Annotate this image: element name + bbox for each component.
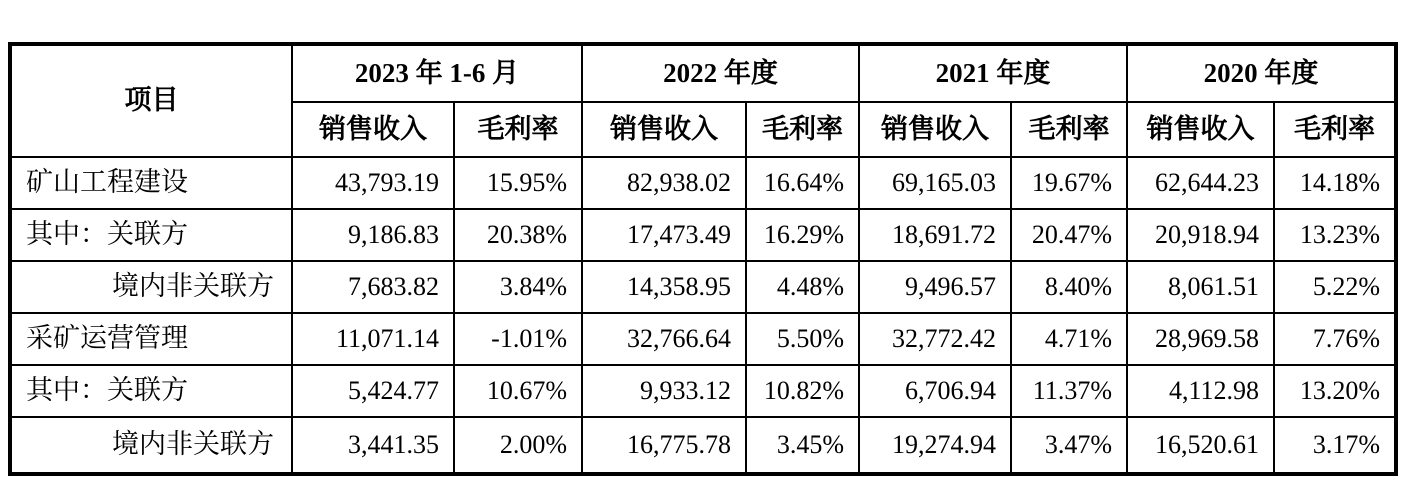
value-cell: 2.00% [454,417,582,474]
value-cell: 10.67% [454,365,582,417]
value-cell: 14.18% [1274,157,1396,209]
table-row [10,313,1396,365]
value-cell: 19.67% [1011,157,1127,209]
value-cell: 8.40% [1011,261,1127,313]
table-row [10,417,1396,474]
table-row [10,365,1396,417]
value-cell: 69,165.03 [859,157,1011,209]
value-cell: 3.45% [746,417,859,474]
value-cell: 16,775.78 [582,417,746,474]
header-margin-2021: 毛利率 [1011,102,1127,157]
value-cell: 14,358.95 [582,261,746,313]
value-cell: 28,969.58 [1127,313,1274,365]
value-cell: 10.82% [746,365,859,417]
row-label: 矿山工程建设 [10,157,292,209]
header-sales-2021: 销售收入 [859,102,1011,157]
header-sales-2023: 销售收入 [292,102,454,157]
value-cell: 3.17% [1274,417,1396,474]
value-cell: 16,520.61 [1127,417,1274,474]
value-cell: 43,793.19 [292,157,454,209]
header-period-2021: 2021 年度 [859,44,1127,102]
value-cell: 11.37% [1011,365,1127,417]
row-label: 境内非关联方 [10,261,292,313]
value-cell: 11,071.14 [292,313,454,365]
value-cell: 13.20% [1274,365,1396,417]
value-cell: 82,938.02 [582,157,746,209]
value-cell: 32,772.42 [859,313,1011,365]
value-cell: 7.76% [1274,313,1396,365]
value-cell: 4.48% [746,261,859,313]
value-cell: 9,933.12 [582,365,746,417]
value-cell: 6,706.94 [859,365,1011,417]
header-sales-2022: 销售收入 [582,102,746,157]
header-item: 项目 [10,44,292,157]
header-period-2022: 2022 年度 [582,44,859,102]
value-cell: 3.84% [454,261,582,313]
value-cell: 19,274.94 [859,417,1011,474]
value-cell: 32,766.64 [582,313,746,365]
header-row-periods [10,44,1396,102]
value-cell: 20.38% [454,209,582,261]
value-cell: 3.47% [1011,417,1127,474]
row-label: 其中：关联方 [10,365,292,417]
financial-table [8,42,1398,476]
value-cell: -1.01% [454,313,582,365]
header-margin-2022: 毛利率 [746,102,859,157]
value-cell: 13.23% [1274,209,1396,261]
row-label: 其中：关联方 [10,209,292,261]
value-cell: 16.29% [746,209,859,261]
value-cell: 20,918.94 [1127,209,1274,261]
value-cell: 4,112.98 [1127,365,1274,417]
value-cell: 3,441.35 [292,417,454,474]
header-period-2023: 2023 年 1-6 月 [292,44,582,102]
value-cell: 20.47% [1011,209,1127,261]
value-cell: 62,644.23 [1127,157,1274,209]
header-margin-2020: 毛利率 [1274,102,1396,157]
value-cell: 4.71% [1011,313,1127,365]
value-cell: 15.95% [454,157,582,209]
header-period-2020: 2020 年度 [1127,44,1396,102]
table-row [10,209,1396,261]
row-label: 境内非关联方 [10,417,292,474]
value-cell: 17,473.49 [582,209,746,261]
value-cell: 18,691.72 [859,209,1011,261]
header-sales-2020: 销售收入 [1127,102,1274,157]
header-margin-2023: 毛利率 [454,102,582,157]
value-cell: 5,424.77 [292,365,454,417]
value-cell: 16.64% [746,157,859,209]
row-label: 采矿运营管理 [10,313,292,365]
value-cell: 5.50% [746,313,859,365]
table-row [10,157,1396,209]
value-cell: 5.22% [1274,261,1396,313]
value-cell: 8,061.51 [1127,261,1274,313]
value-cell: 9,496.57 [859,261,1011,313]
value-cell: 7,683.82 [292,261,454,313]
value-cell: 9,186.83 [292,209,454,261]
table-row [10,261,1396,313]
